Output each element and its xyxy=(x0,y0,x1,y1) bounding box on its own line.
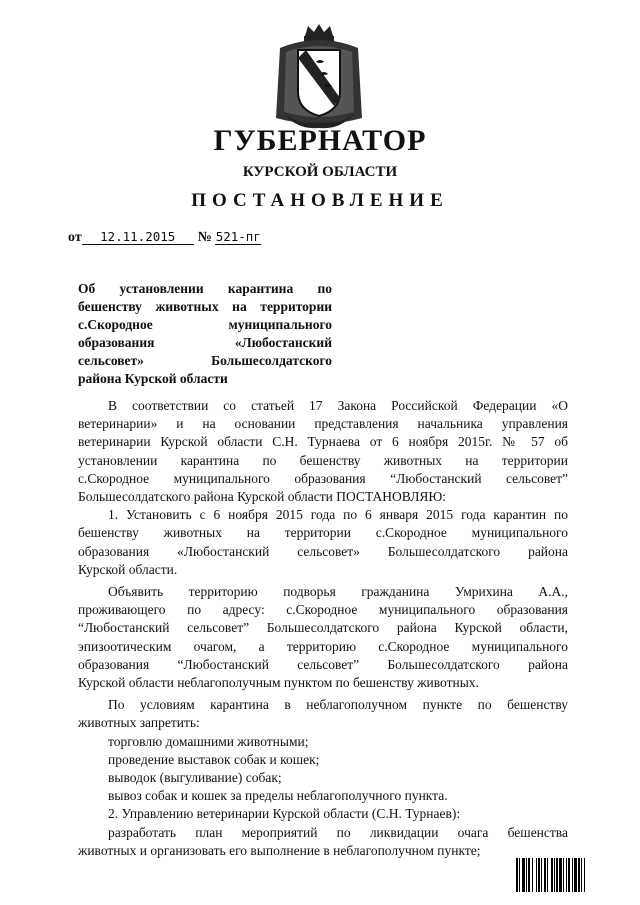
subject-line: бешенству животных на территории xyxy=(78,299,332,314)
body-line: Курской области. xyxy=(78,561,178,577)
body-line: Большесолдатского района Курской области ПОСТАНОВЛЯЮ: xyxy=(78,489,447,505)
body-line: с.Скородное муниципального образования “Любостанский сельсовет” xyxy=(78,470,568,486)
number-label: № xyxy=(197,230,212,245)
document-number: 521-пг xyxy=(215,229,261,244)
body-line: 1. Установить с 6 ноября 2015 года по 6 января 2015 года карантин по xyxy=(108,507,568,523)
body-line: эпизоотическим очагом, а территорию с.Скородное муниципального xyxy=(78,638,568,654)
body-line: животных и организовать его выполнение в неблагополучном пункте; xyxy=(78,842,481,858)
body-line: 2. Управлению ветеринарии Курской области (С.Н. Турнаев): xyxy=(108,806,461,822)
body-line: ветеринарии» и на основании представления начальника управления xyxy=(78,416,568,432)
body-line: В соответствии со статьей 17 Закона Российской Федерации «О xyxy=(108,398,568,413)
document-body xyxy=(78,397,568,860)
body-line: выводок (выгуливание) собак; xyxy=(108,770,282,786)
body-line: вывоз собак и кошек за пределы неблагополучного пункта. xyxy=(108,788,448,804)
body-line: “Любостанский сельсовет” Большесолдатского района Курской области, xyxy=(78,620,568,636)
body-line: По условиям карантина в неблагополучном пункте по бешенству xyxy=(108,697,568,713)
body-line: разработать план мероприятий по ликвидации очага бешенства xyxy=(108,824,568,840)
body-line: Курской области неблагополучным пунктом по бешенству животных. xyxy=(78,675,479,691)
document-date: 12.11.2015 xyxy=(82,229,194,245)
subject-line: района Курской области xyxy=(78,371,228,386)
body-line: проживающего по адресу: с.Скородное муниципального образования xyxy=(78,602,568,618)
body-line: установлении карантина по бешенству животных на территории xyxy=(78,452,568,468)
coat-of-arms-icon xyxy=(270,22,368,130)
page-title: ГУБЕРНАТОР xyxy=(213,124,427,157)
body-line: торговлю домашними животными; xyxy=(108,733,309,749)
date-label: от xyxy=(68,230,82,245)
body-line: проведение выставок собак и кошек; xyxy=(108,751,320,767)
barcode-icon xyxy=(516,858,624,892)
body-line: Объявить территорию подворья гражданина Умрихина А.А., xyxy=(108,584,568,600)
body-line: образования “Любостанский сельсовет” Большесолдатского района xyxy=(78,656,568,672)
body-line: ветеринарии Курской области С.Н. Турнаева от 6 ноября 2015г. № 57 об xyxy=(78,434,568,450)
document-type: ПОСТАНОВЛЕНИЕ xyxy=(191,190,449,211)
date-number-line xyxy=(68,229,261,246)
document-subject xyxy=(78,280,332,388)
region-subtitle: КУРСКОЙ ОБЛАСТИ xyxy=(242,164,398,180)
subject-line: образования «Любостанский xyxy=(78,335,332,350)
subject-line: сельсовет» Большесолдатского xyxy=(78,353,332,368)
subject-line: Об установлении карантина по xyxy=(78,281,332,296)
body-line: животных запретить: xyxy=(78,715,200,731)
body-line: бешенству животных на территории с.Скородное муниципального xyxy=(78,525,568,541)
subject-line: с.Скородное муниципального xyxy=(78,317,332,332)
body-line: образования «Любостанский сельсовет» Большесолдатского района xyxy=(78,543,568,559)
